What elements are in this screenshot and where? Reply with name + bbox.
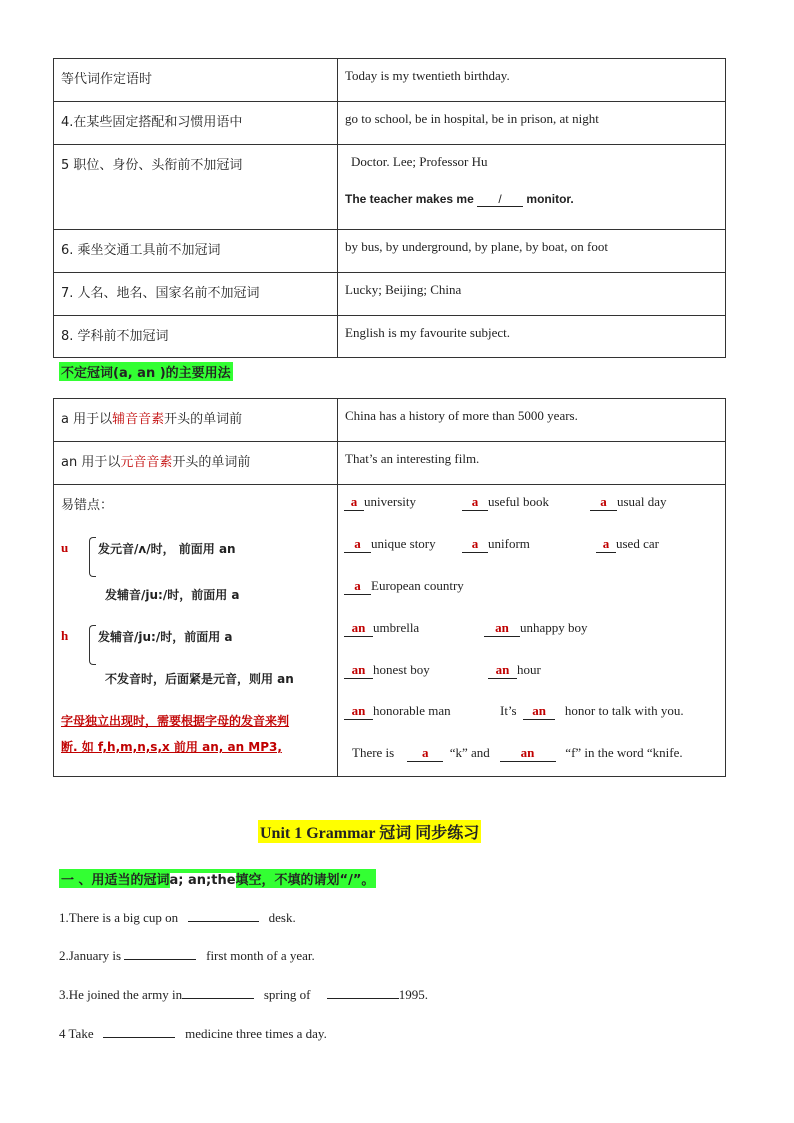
tips-title: 易错点： bbox=[61, 498, 114, 513]
example-word: umbrella bbox=[373, 620, 420, 635]
sentence-end: “f” in the word “knife. bbox=[565, 745, 683, 760]
question-text: 1.There is a big cup on bbox=[59, 910, 179, 925]
u-rule-2: 发辅音/ju:/时，前面用 a bbox=[105, 588, 240, 602]
sentence-start: There is bbox=[352, 745, 395, 760]
u-rule-1: 发元音/ʌ/时， 前面用 an bbox=[98, 542, 236, 556]
examples-cell bbox=[338, 485, 726, 777]
answer-blank: an bbox=[500, 745, 556, 762]
answer-blank: a bbox=[590, 494, 617, 511]
example-cell: go to school, be in hospital, be in prison, at night bbox=[345, 111, 599, 126]
example-item bbox=[344, 620, 419, 637]
instruction-text: 填空，不填的请划“/”。 bbox=[235, 873, 375, 888]
rule-cell: 等代词作定语时 bbox=[61, 72, 153, 87]
table-row bbox=[54, 230, 726, 273]
example-sentence bbox=[352, 745, 683, 762]
example-sentence bbox=[500, 703, 684, 720]
letter-u: u bbox=[61, 540, 69, 555]
rule-cell bbox=[54, 399, 338, 442]
rule-cell: 6. 乘坐交通工具前不加冠词 bbox=[61, 243, 221, 258]
rule-cell: 7. 人名、地名、国家名前不加冠词 bbox=[61, 286, 260, 301]
example-cell: English is my favourite subject. bbox=[345, 325, 511, 340]
sentence-end: monitor. bbox=[526, 192, 574, 206]
answer-blank: a bbox=[462, 536, 488, 553]
example-word: unique story bbox=[371, 536, 436, 551]
example-item bbox=[484, 620, 588, 637]
question-text: medicine three times a day. bbox=[185, 1026, 327, 1041]
rule-text: an 用于以 bbox=[61, 455, 121, 470]
indefinite-article-usage-table bbox=[53, 398, 726, 777]
table-row bbox=[54, 399, 726, 442]
example-cell: That’s an interesting film. bbox=[345, 451, 480, 466]
rule-cell: 8. 学科前不加冠词 bbox=[61, 329, 169, 344]
answer-blank: an bbox=[523, 703, 555, 720]
rule-keyword: 辅音音素 bbox=[112, 412, 165, 427]
question-text: 1995. bbox=[398, 987, 428, 1002]
sentence-start: It’s bbox=[500, 703, 517, 718]
answer-blank: a bbox=[407, 745, 443, 762]
table-row bbox=[54, 442, 726, 485]
rule-cell: 5 职位、身份、头衔前不加冠词 bbox=[61, 158, 243, 173]
example-word: European country bbox=[371, 578, 464, 593]
answer-blank: an bbox=[344, 662, 373, 679]
instruction-text: 一 、用适当的冠词 bbox=[61, 873, 170, 888]
answer-blank: a bbox=[462, 494, 488, 511]
answer-blank[interactable] bbox=[103, 1037, 175, 1038]
table-row bbox=[54, 102, 726, 145]
example-word: honorable man bbox=[373, 703, 451, 718]
example-word: hour bbox=[517, 662, 541, 677]
example-cell: Lucky; Beijing; China bbox=[345, 282, 462, 297]
question-text: spring of bbox=[263, 987, 311, 1002]
question-text: 4 Take bbox=[59, 1026, 94, 1041]
example-word: unhappy boy bbox=[520, 620, 588, 635]
example-cell: China has a history of more than 5000 years. bbox=[345, 408, 578, 423]
answer-blank[interactable] bbox=[182, 998, 254, 999]
question-text: desk. bbox=[268, 910, 296, 925]
h-rule-1: 发辅音/ju:/时，前面用 a bbox=[98, 630, 233, 644]
instruction-options: a; an;the bbox=[169, 873, 236, 888]
answer-blank: a bbox=[344, 578, 371, 595]
answer-blank: a bbox=[596, 536, 616, 553]
example-item bbox=[462, 494, 549, 511]
letter-note-2: 断. 如 f,h,m,n,s,x 前用 an, an MP3, bbox=[61, 740, 282, 754]
sentence-end: honor to talk with you. bbox=[564, 703, 684, 718]
answer-blank[interactable] bbox=[124, 959, 196, 960]
rule-text: 开头的单词前 bbox=[164, 412, 243, 427]
answer-blank: a bbox=[344, 536, 371, 553]
answer-blank: an bbox=[488, 662, 517, 679]
example-item bbox=[344, 536, 436, 553]
sentence-middle: “k” and bbox=[449, 745, 490, 760]
question-4 bbox=[59, 1026, 327, 1042]
answer-blank: / bbox=[477, 192, 523, 207]
answer-blank[interactable] bbox=[327, 998, 399, 999]
example-cell: Today is my twentieth birthday. bbox=[345, 68, 510, 83]
definite-article-usage-table bbox=[53, 58, 726, 358]
example-cell: by bus, by underground, by plane, by boat, on foot bbox=[345, 239, 608, 254]
question-3 bbox=[59, 987, 428, 1003]
example-item bbox=[344, 578, 464, 595]
answer-blank: an bbox=[344, 620, 373, 637]
example-item bbox=[462, 536, 530, 553]
question-1 bbox=[59, 910, 296, 926]
rule-text: 开头的单词前 bbox=[172, 455, 251, 470]
example-item bbox=[344, 703, 451, 720]
rule-cell: 4.在某些固定搭配和习惯用语中 bbox=[61, 115, 243, 130]
example-sentence bbox=[345, 192, 718, 207]
answer-blank: a bbox=[344, 494, 364, 511]
table-row bbox=[54, 485, 726, 777]
example-word: honest boy bbox=[373, 662, 430, 677]
example-item bbox=[344, 494, 416, 511]
example-item bbox=[344, 662, 430, 679]
question-text: 2.January is bbox=[59, 948, 122, 963]
table-row bbox=[54, 59, 726, 102]
example-word: used car bbox=[616, 536, 659, 551]
rule-keyword: 元音音素 bbox=[120, 455, 173, 470]
practice-instruction bbox=[59, 869, 376, 888]
question-text: 3.He joined the army in bbox=[59, 987, 183, 1002]
example-word: usual day bbox=[617, 494, 667, 509]
letter-note-1: 字母独立出现时，需要根据字母的发音来判 bbox=[61, 714, 290, 728]
example-word: uniform bbox=[488, 536, 530, 551]
practice-title: Unit 1 Grammar 冠词 同步练习 bbox=[258, 820, 481, 843]
example-item bbox=[590, 494, 666, 511]
example-item bbox=[488, 662, 541, 679]
rule-text: a 用于以 bbox=[61, 412, 113, 427]
sentence-start: The teacher makes me bbox=[345, 192, 478, 206]
tips-cell bbox=[54, 485, 338, 777]
table-row bbox=[54, 145, 726, 230]
example-word: useful book bbox=[488, 494, 550, 509]
answer-blank[interactable] bbox=[188, 921, 259, 922]
question-2 bbox=[59, 948, 315, 964]
rule-cell bbox=[54, 442, 338, 485]
table-row bbox=[54, 316, 726, 358]
brace-icon bbox=[89, 625, 96, 665]
example-word: university bbox=[364, 494, 416, 509]
letter-h: h bbox=[61, 628, 69, 643]
answer-blank: an bbox=[344, 703, 373, 720]
h-rule-2: 不发音时，后面紧是元音，则用 an bbox=[105, 672, 294, 686]
question-text: first month of a year. bbox=[206, 948, 315, 963]
section-heading: 不定冠词(a, an )的主要用法 bbox=[59, 362, 233, 381]
example-item bbox=[596, 536, 659, 553]
brace-icon bbox=[89, 537, 96, 577]
answer-blank: an bbox=[484, 620, 520, 637]
example-cell: Doctor. Lee; Professor Hu bbox=[351, 154, 488, 169]
table-row bbox=[54, 273, 726, 316]
